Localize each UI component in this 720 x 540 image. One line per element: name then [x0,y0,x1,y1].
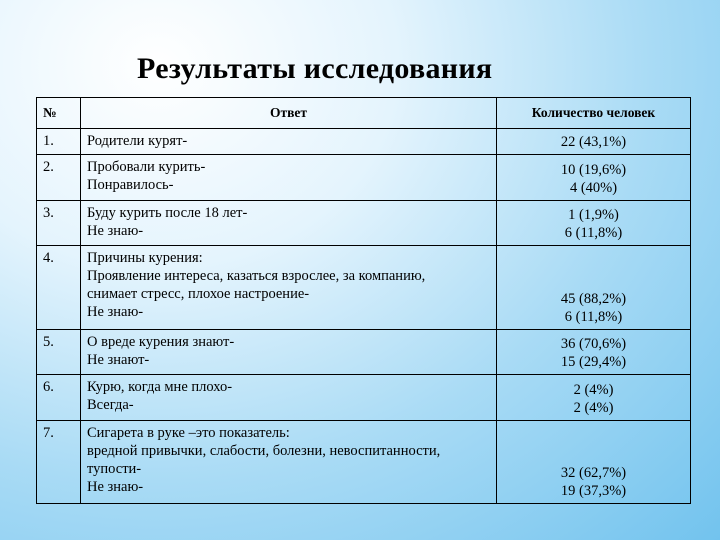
table-row [37,375,691,420]
answer-cell [81,246,497,329]
count-value: 45 (88,2%) [560,290,627,307]
answer-line: Всегда- [87,397,134,414]
answer-line: Родители курят- [87,133,188,149]
count-cell [497,155,691,200]
count-value: 36 (70,6%) [560,336,627,353]
answer-line: Не знаю- [87,222,144,239]
table-row [37,329,691,374]
answer-line: вредной привычки, слабости, болезни, невоспитанности, [87,442,441,459]
answer-line: Проявление интереса, казаться взрослее, за компанию, [87,268,426,285]
row-number: 5. [37,329,81,374]
table-row [37,420,691,503]
answer-line: Не знаю- [87,304,144,321]
count-cell [497,329,691,374]
count-value: 15 (29,4%) [560,354,627,371]
count-value: 1 (1,9%) [568,207,619,224]
header-answer: Ответ [81,98,497,129]
count-cell [497,375,691,420]
count-cell [497,420,691,503]
count-value: 10 (19,6%) [560,161,627,178]
header-count: Количество человек [497,98,691,129]
answer-line: тупости- [87,460,142,477]
row-number: 6. [37,375,81,420]
row-number: 2. [37,155,81,200]
answer-line: Пробовали курить- [87,159,206,176]
count-value: 22 (43,1%) [560,134,627,151]
table-row [37,200,691,245]
count-value: 2 (4%) [573,399,614,416]
answer-line: Понравилось- [87,177,174,194]
table-row [37,155,691,200]
answer-cell [81,375,497,420]
row-number: 1. [37,129,81,155]
count-value: 19 (37,3%) [560,483,627,499]
table-body [37,129,691,504]
answer-cell [81,420,497,503]
count-value: 6 (11,8%) [564,225,623,242]
count-value: 2 (4%) [573,381,614,398]
count-cell [497,200,691,245]
count-value: 6 (11,8%) [564,308,623,325]
answer-cell [81,200,497,245]
header-number: № [37,98,81,129]
row-number: 4. [37,246,81,329]
answer-cell [81,155,497,200]
row-number: 7. [37,420,81,503]
answer-line: О вреде курения знают- [87,333,235,350]
table-row [37,129,691,155]
count-cell [497,129,691,155]
answer-line: Буду курить после 18 лет- [87,204,248,221]
answer-cell [81,329,497,374]
answer-line: Сигарета в руке –это показатель: [87,424,290,441]
page-title: Результаты исследования [137,52,493,85]
answer-cell [81,129,497,155]
table-header-row [37,98,691,129]
count-value: 32 (62,7%) [560,465,627,481]
answer-line: снимает стресс, плохое настроение- [87,286,310,303]
answer-line: Не знают- [87,351,150,368]
row-number: 3. [37,200,81,245]
results-table [36,97,691,504]
count-cell [497,246,691,329]
answer-line: Не знаю- [87,478,144,495]
answer-line: Курю, когда мне плохо- [87,379,233,396]
answer-line: Причины курения: [87,250,203,267]
table-row [37,246,691,329]
count-value: 4 (40%) [569,179,618,196]
